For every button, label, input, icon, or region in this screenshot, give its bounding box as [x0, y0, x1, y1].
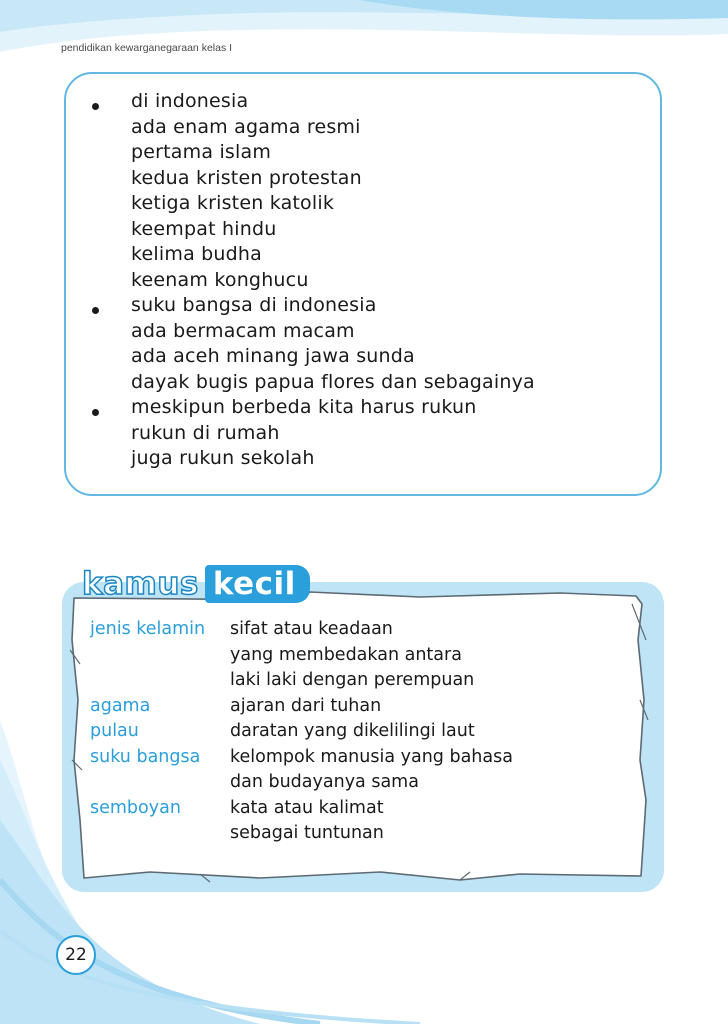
vocabulary-list	[90, 617, 513, 847]
bullet-icon	[92, 103, 99, 110]
vocab-definition: laki laki dengan perempuan	[230, 670, 475, 690]
bullet-item	[66, 395, 664, 472]
vocab-row	[90, 617, 513, 643]
vocab-term: agama	[90, 695, 151, 716]
bullet-line: rukun di rumah	[131, 421, 280, 444]
vocab-row	[90, 719, 513, 745]
vocab-row	[90, 770, 513, 796]
vocab-row	[90, 643, 513, 669]
bullet-line: keempat hindu	[131, 217, 277, 240]
vocab-term	[90, 770, 230, 796]
vocab-term	[90, 643, 230, 669]
bullet-line: suku bangsa di indonesia	[131, 294, 377, 316]
vocab-row	[90, 668, 513, 694]
bullet-line: ketiga kristen katolik	[131, 192, 335, 214]
vocab-term: suku bangsa	[90, 746, 201, 767]
bullet-item	[66, 89, 664, 293]
bullet-line: ada bermacam macam	[131, 319, 355, 342]
vocab-definition: sebagai tuntunan	[230, 823, 384, 843]
running-header: pendidikan kewarganegaraan kelas I	[61, 42, 233, 54]
title-word-kamus: kamus	[82, 566, 199, 602]
bullet-icon	[92, 307, 99, 314]
bullet-line: meskipun berbeda kita harus rukun	[131, 396, 477, 418]
vocab-row	[90, 745, 513, 771]
bullet-line: keenam konghucu	[131, 268, 309, 291]
title-word-kecil: kecil	[205, 565, 310, 603]
vocab-term	[90, 668, 230, 694]
bullet-line: kedua kristen protestan	[131, 166, 362, 189]
vocab-definition: kelompok manusia yang bahasa	[230, 746, 513, 767]
vocab-row	[90, 694, 513, 720]
vocab-definition: sifat atau keadaan	[230, 619, 393, 639]
bullet-line: pertama islam	[131, 141, 272, 163]
vocab-definition: daratan yang dikelilingi laut	[230, 721, 475, 741]
vocab-term: semboyan	[90, 797, 181, 818]
bullet-icon	[92, 409, 99, 416]
vocab-definition: dan budayanya sama	[230, 772, 419, 792]
content-box	[64, 72, 662, 496]
vocab-definition: ajaran dari tuhan	[230, 695, 382, 716]
vocab-row	[90, 796, 513, 822]
vocab-definition: kata atau kalimat	[230, 797, 384, 818]
bullet-line: juga rukun sekolah	[131, 447, 315, 469]
bullet-line: di indonesia	[131, 90, 249, 112]
bullet-line: kelima budha	[131, 243, 263, 265]
kamus-kecil-title	[76, 565, 310, 603]
vocab-term: jenis kelamin	[90, 619, 206, 639]
bullet-item	[66, 293, 664, 395]
bullet-line: dayak bugis papua flores dan sebagainya	[131, 370, 535, 393]
vocab-term	[90, 821, 230, 847]
vocab-definition: yang membedakan antara	[230, 644, 462, 665]
bullet-line: ada enam agama resmi	[131, 115, 361, 138]
page-number: 22	[56, 935, 96, 975]
bullet-line: ada aceh minang jawa sunda	[131, 345, 415, 367]
vocab-row	[90, 821, 513, 847]
vocab-term: pulau	[90, 721, 139, 741]
